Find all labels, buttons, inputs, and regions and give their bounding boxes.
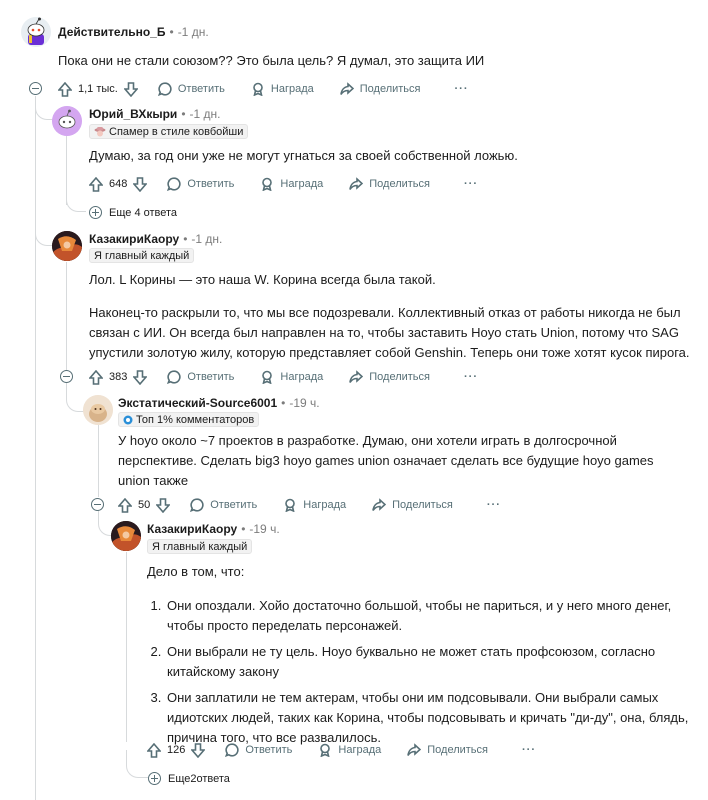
downvote-button[interactable] [191, 743, 205, 758]
comment-bubble-icon [158, 82, 172, 96]
upvote-button[interactable] [89, 177, 103, 192]
more-replies-link[interactable]: Еще2ответа [148, 772, 230, 785]
comment-meta [89, 107, 220, 121]
list-item: 3. Они заплатили не тем актерам, чтобы они им подсовывали. Они выбрали самых идиотских людей, таких как Корина, чтобы подсовывать и кричать "ди-ду", она, блядь, причина того, что все развалилось. [165, 688, 692, 748]
upvote-icon [89, 177, 103, 192]
user-flair: Топ 1% комментаторов [118, 412, 259, 427]
thread-line-c4 [98, 425, 99, 497]
vote-score: 126 [167, 744, 186, 756]
expand-icon [89, 206, 102, 219]
separator: • [181, 107, 186, 121]
reply-button[interactable]: Ответить [225, 743, 292, 757]
downvote-icon [133, 177, 147, 192]
snoo-avatar-icon [21, 17, 51, 47]
comment-actions [89, 175, 478, 193]
anime-avatar-icon [111, 521, 141, 551]
award-button[interactable]: Награда [283, 498, 346, 512]
username[interactable]: КазакириКаору [89, 232, 180, 246]
timestamp[interactable]: -1 дн. [191, 232, 223, 246]
upvote-button[interactable] [118, 498, 132, 513]
share-icon [349, 177, 363, 191]
thread-branch [126, 750, 148, 778]
top-commenter-badge-icon [123, 415, 133, 425]
avatar[interactable] [21, 17, 51, 47]
reply-button[interactable]: Ответить [167, 177, 234, 191]
downvote-button[interactable] [124, 82, 138, 97]
user-flair: Спамер в стиле ковбойши [89, 124, 248, 139]
comment-text: Думаю, за год они уже не могут угнаться за своей собственной ложью. [89, 148, 518, 163]
more-replies-link[interactable]: Еще 4 ответа [89, 206, 177, 219]
user-flair: Я главный каждый [89, 248, 194, 263]
more-options-button[interactable]: ··· [522, 744, 536, 756]
reply-button[interactable]: Ответить [167, 370, 234, 384]
avatar[interactable] [52, 106, 82, 136]
vote-score: 1,1 тыс. [78, 83, 118, 95]
username[interactable]: Экстатический-Source6001 [118, 396, 278, 410]
comment-bubble-icon [190, 498, 204, 512]
share-icon [349, 370, 363, 384]
thread-branch [35, 96, 53, 120]
username[interactable]: Юрий_ВХкыри [89, 107, 178, 121]
award-button[interactable]: Награда [318, 743, 381, 757]
vote-score: 50 [138, 499, 151, 511]
comment-actions [147, 741, 536, 759]
comment-bubble-icon [167, 177, 181, 191]
numbered-list [147, 596, 692, 754]
collapse-thread-button[interactable] [91, 498, 104, 511]
award-button[interactable]: Награда [251, 82, 314, 96]
award-button[interactable]: Награда [260, 370, 323, 384]
comment-actions [118, 496, 501, 514]
share-button[interactable]: Поделиться [340, 82, 421, 96]
more-options-button[interactable]: ··· [464, 178, 478, 190]
avatar[interactable] [52, 231, 82, 261]
snoo-avatar-icon [52, 106, 82, 136]
comment-actions [89, 368, 478, 386]
vote-score: 648 [109, 178, 128, 190]
downvote-icon [156, 498, 170, 513]
comment-intro: Дело в том, что: [147, 564, 245, 579]
timestamp[interactable]: -19 ч. [289, 396, 320, 410]
comment-meta [118, 396, 320, 410]
comment-meta [147, 522, 280, 536]
thread-branch [35, 216, 53, 246]
share-button[interactable]: Поделиться [407, 743, 488, 757]
avatar[interactable] [83, 395, 113, 425]
reply-button[interactable]: Ответить [190, 498, 257, 512]
comment-meta [89, 232, 222, 246]
share-icon [407, 743, 421, 757]
thread-branch [66, 382, 84, 412]
timestamp[interactable]: -19 ч. [249, 522, 280, 536]
anime-avatar-icon [52, 231, 82, 261]
more-options-button[interactable]: ··· [454, 83, 469, 95]
separator: • [169, 25, 174, 39]
separator: • [183, 232, 188, 246]
expand-icon [148, 772, 161, 785]
collapse-thread-button[interactable] [60, 370, 73, 383]
comment-bubble-icon [167, 370, 181, 384]
share-icon [340, 82, 354, 96]
username[interactable]: Действительно_Б [58, 25, 166, 39]
upvote-icon [147, 743, 161, 758]
avatar[interactable] [111, 521, 141, 551]
separator: • [281, 396, 286, 410]
comment-text: Пока они не стали союзом?? Это была цель? Я думал, это защита ИИ [58, 53, 485, 68]
comment-meta [58, 25, 209, 39]
downvote-icon [124, 82, 138, 97]
upvote-button[interactable] [89, 370, 103, 385]
separator: • [241, 522, 246, 536]
upvote-icon [58, 82, 72, 97]
comment-bubble-icon [225, 743, 239, 757]
timestamp[interactable]: -1 дн. [177, 25, 209, 39]
thread-line-c3 [66, 262, 67, 370]
list-item: 2. Они выбрали не ту цель. Hoyo буквально не может стать профсоюзом, согласно китайскому закону [165, 642, 692, 682]
downvote-icon [191, 743, 205, 758]
thread-line-c3-long [126, 552, 127, 742]
vote-score: 383 [109, 371, 128, 383]
timestamp[interactable]: -1 дн. [189, 107, 221, 121]
upvote-button[interactable] [58, 82, 72, 97]
award-icon [318, 743, 332, 757]
comment-text: У hoyo около ~7 проектов в разработке. Думаю, они хотели играть в долгосрочной перспективе. Сделать big3 hoyo games union означает сделать все будущие hoyo games union также [118, 433, 654, 488]
award-icon [251, 82, 265, 96]
downvote-button[interactable] [133, 370, 147, 385]
thread-line-root [35, 96, 36, 800]
upvote-icon [118, 498, 132, 513]
thread-branch [66, 190, 86, 212]
snoo-avatar-icon [83, 395, 113, 425]
share-button[interactable]: Поделиться [372, 498, 453, 512]
share-button[interactable]: Поделиться [349, 370, 430, 384]
upvote-button[interactable] [147, 743, 161, 758]
award-icon [260, 370, 274, 384]
collapse-thread-button[interactable] [29, 82, 42, 95]
more-options-button[interactable]: ··· [464, 371, 478, 383]
share-button[interactable]: Поделиться [349, 177, 430, 191]
share-icon [372, 498, 386, 512]
award-icon [260, 177, 274, 191]
downvote-button[interactable] [133, 177, 147, 192]
username[interactable]: КазакириКаору [147, 522, 238, 536]
upvote-icon [89, 370, 103, 385]
comment-paragraph: Лол. L Корины — это наша W. Корина всегда была такой. [89, 272, 436, 287]
award-button[interactable]: Награда [260, 177, 323, 191]
downvote-button[interactable] [156, 498, 170, 513]
comment-actions [58, 80, 469, 98]
user-flair: Я главный каждый [147, 539, 252, 554]
cowgirl-emoji-icon [94, 126, 106, 137]
award-icon [283, 498, 297, 512]
reply-button[interactable]: Ответить [158, 82, 225, 96]
more-options-button[interactable]: ··· [486, 499, 501, 511]
downvote-icon [133, 370, 147, 385]
comment-paragraph: Наконец-то раскрыли то, что мы все подозревали. Коллективный отказ от работы никогда не был связан с ИИ. Он всегда был направлен на то, чтобы заставить Hoyo стать Union, потому что SAG упустили золотую жилу, которую представляет собой Genshin. Теперь они тоже хотят кусок пирога. [89, 305, 690, 360]
list-item: 1. Они опоздали. Хойо достаточно большой, чтобы не париться, и у него много денег, чтобы просто переделать персонажей. [165, 596, 692, 636]
